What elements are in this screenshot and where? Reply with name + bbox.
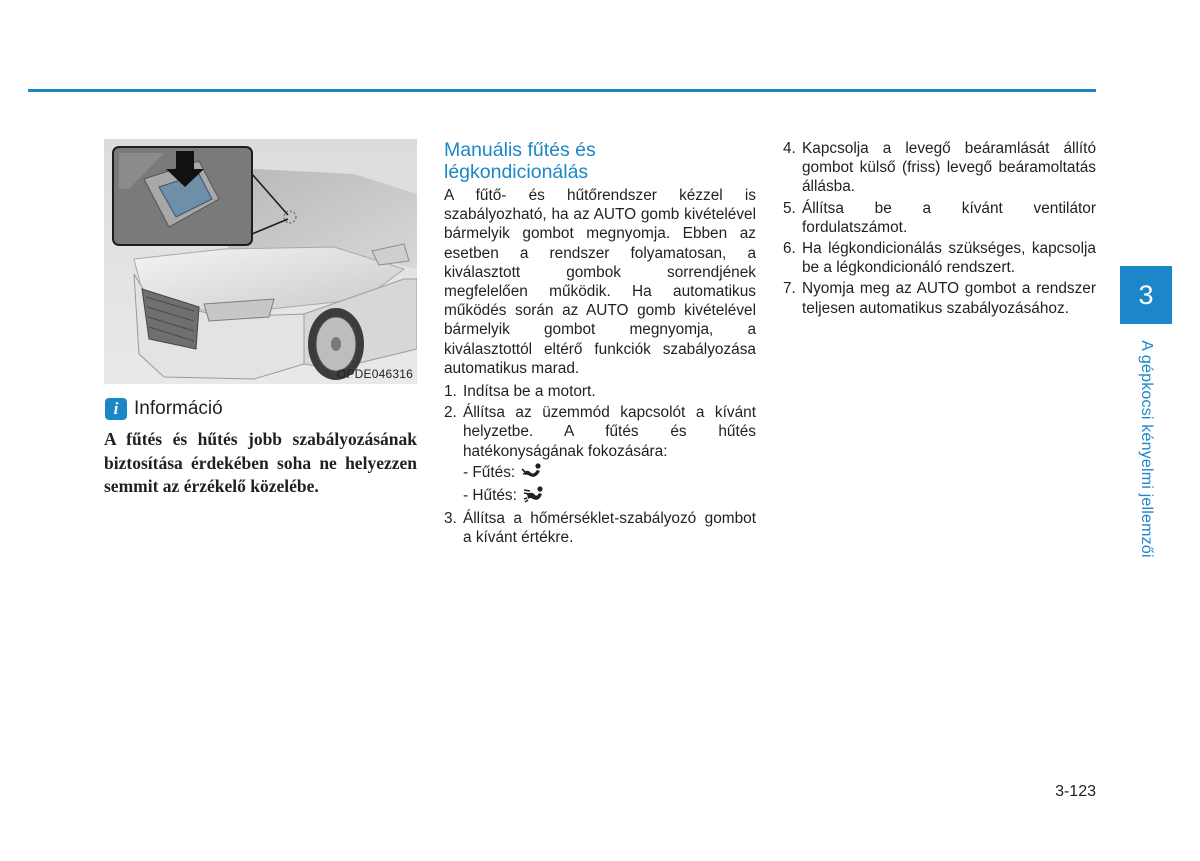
section-title <box>444 139 756 183</box>
section-intro: A fűtő- és hűtőrendszer kézzel is szabályozható, ha az AUTO gomb kivételével bármelyik gombot megnyomja. Ebben az esetben a rendszer folyamatosan, a kiválasztott gombok sorrendjének megfelelően működik. Ha automatikus működés során az AUTO gomb kivételével bármelyik gombot megnyomja, a kiválasztottól eltérő funkciók szabályozása automatikus marad. <box>444 187 756 377</box>
step-text: Állítsa az üzemmód kapcsolót a kívánt helyzetbe. A fűtés és hűtés hatékonyságának fokozására: <box>463 404 756 460</box>
figure-code: OPDE046316 <box>336 367 413 381</box>
step-item <box>783 239 1096 277</box>
step-item <box>783 139 1096 197</box>
mode-heating <box>463 461 756 484</box>
mode-cooling <box>463 484 756 507</box>
step-number: 1. <box>444 383 457 401</box>
info-body: A fűtés és hűtés jobb szabályozásának biztosítása érdekében soha ne helyezzen semmit az érzékelő közelébe. <box>104 429 417 496</box>
manual-section <box>444 139 756 549</box>
info-icon: i <box>105 398 127 420</box>
mode-label: - Fűtés: <box>463 463 516 481</box>
step-number: 5. <box>783 199 796 217</box>
page-number: 3-123 <box>1055 783 1096 800</box>
chapter-tab: 3 <box>1120 266 1172 324</box>
step-number: 4. <box>783 140 796 157</box>
chapter-side-label: A gépkocsi kényelmi jellemzői <box>1138 340 1155 558</box>
step-number: 6. <box>783 240 796 258</box>
step-number: 3. <box>444 509 457 527</box>
car-illustration <box>104 139 417 384</box>
step-item <box>444 382 756 401</box>
step-text: Állítsa a hőmérséklet-szabályozó gombot a kívánt értékre. <box>463 509 756 547</box>
step-text: Ha légkondicionálás szükséges, kapcsolja be a légkondicionáló rendszert. <box>802 240 1096 277</box>
face-floor-mode-icon <box>523 486 545 504</box>
step-item <box>444 509 756 547</box>
step-text: Állítsa be a kívánt ventilátor fordulatszámot. <box>802 199 1096 236</box>
step-item <box>783 199 1096 237</box>
info-heading <box>105 396 223 422</box>
header-rule <box>28 89 1096 92</box>
floor-heat-mode-icon <box>521 463 543 481</box>
steps-continued <box>783 139 1096 320</box>
step-text: Kapcsolja a levegő beáramlását állító gombot külső (friss) levegő beáramoltatás állásba. <box>802 140 1096 196</box>
step-number: 2. <box>444 404 457 422</box>
sensor-location-figure <box>104 139 417 384</box>
mode-label: - Hűtés: <box>463 486 517 504</box>
steps-list-a <box>444 382 756 547</box>
step-item <box>783 279 1096 317</box>
section-title-line2: légkondicionálás <box>444 161 589 183</box>
section-title-line1: Manuális fűtés és <box>444 139 596 161</box>
steps-list-b <box>783 139 1096 318</box>
step-text: Nyomja meg az AUTO gombot a rendszer teljesen automatikus szabályozásához. <box>802 280 1096 317</box>
step-text: Indítsa be a motort. <box>463 383 596 401</box>
step-number: 7. <box>783 280 796 298</box>
info-title: Információ <box>134 398 223 419</box>
step-item <box>444 403 756 507</box>
